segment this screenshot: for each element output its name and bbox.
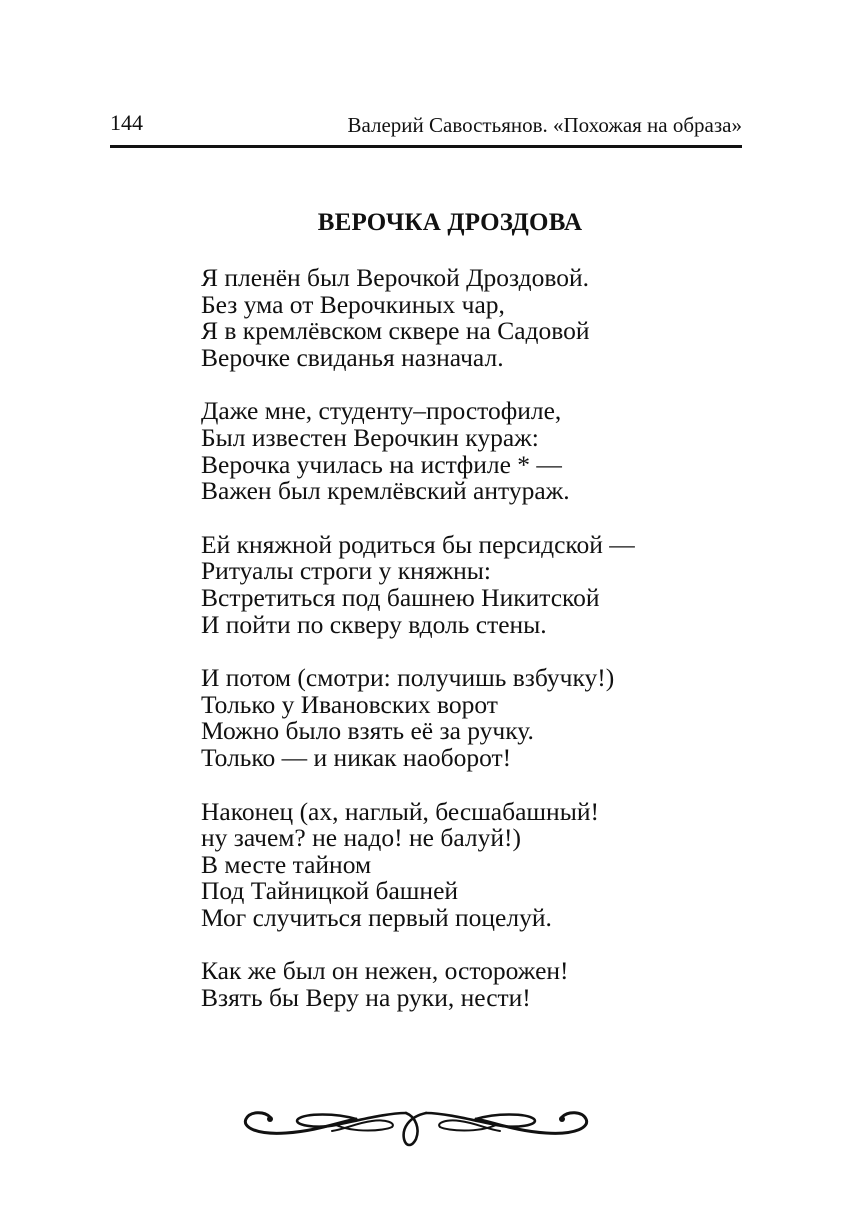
poem-line: Под Тайницкой башней	[201, 876, 459, 906]
poem-line: Верочке свиданья назначал.	[201, 342, 504, 372]
poem-line: В месте тайном	[201, 849, 372, 879]
poem-title: ВЕРОЧКА ДРОЗДОВА	[317, 209, 583, 236]
poem-line: Важен был кремлёвский антураж.	[201, 476, 570, 506]
running-title: Валерий Савостьянов. «Похожая на образа»	[347, 113, 742, 137]
poem-line: Наконец (ах, наглый, бесшабашный!	[201, 796, 599, 826]
poem-line: Я пленён был Верочкой Дроздовой.	[201, 263, 589, 292]
poem-line: Только — и никак наоборот!	[201, 742, 512, 772]
stanza	[201, 529, 761, 639]
poem-line: Как же был он нежен, осторожен!	[201, 956, 569, 986]
poem-line: Взять бы Веру на руки, нести!	[201, 983, 531, 1013]
stanza	[201, 796, 761, 932]
poem-line: И потом (смотри: получишь взбучку!)	[201, 663, 615, 693]
poem-line: Ей княжной родиться бы персидской —	[201, 529, 635, 559]
page-number: 144	[110, 110, 143, 135]
stanza	[201, 958, 761, 1011]
poem-line: Встретиться под башнею Никитской	[201, 582, 600, 612]
poem-line: Можно было взять её за ручку.	[201, 716, 534, 746]
page-header	[110, 104, 742, 144]
header-divider	[110, 145, 742, 148]
poem-line: Без ума от Верочкиных чар,	[201, 289, 505, 319]
poem-line: Только у Ивановских ворот	[201, 689, 498, 719]
poem-line: Был известен Верочкин кураж:	[201, 422, 539, 452]
poem-line: ну зачем? не надо! не балуй!)	[201, 823, 521, 853]
poem-line: Ритуалы строги у княжны:	[201, 556, 491, 586]
poem-line: Даже мне, студенту–простофиле,	[201, 396, 562, 426]
poem-line: Мог случиться первый поцелуй.	[201, 902, 552, 932]
poem-line: И пойти по скверу вдоль стены.	[201, 609, 547, 639]
poem-body	[201, 265, 761, 1039]
flourish-divider-icon	[236, 1095, 596, 1150]
poem-line: Я в кремлёвском сквере на Садовой	[201, 316, 590, 346]
stanza	[201, 398, 761, 504]
poem-line: Верочка училась на истфиле * —	[201, 449, 562, 479]
stanza	[201, 665, 761, 771]
stanza	[201, 265, 761, 371]
